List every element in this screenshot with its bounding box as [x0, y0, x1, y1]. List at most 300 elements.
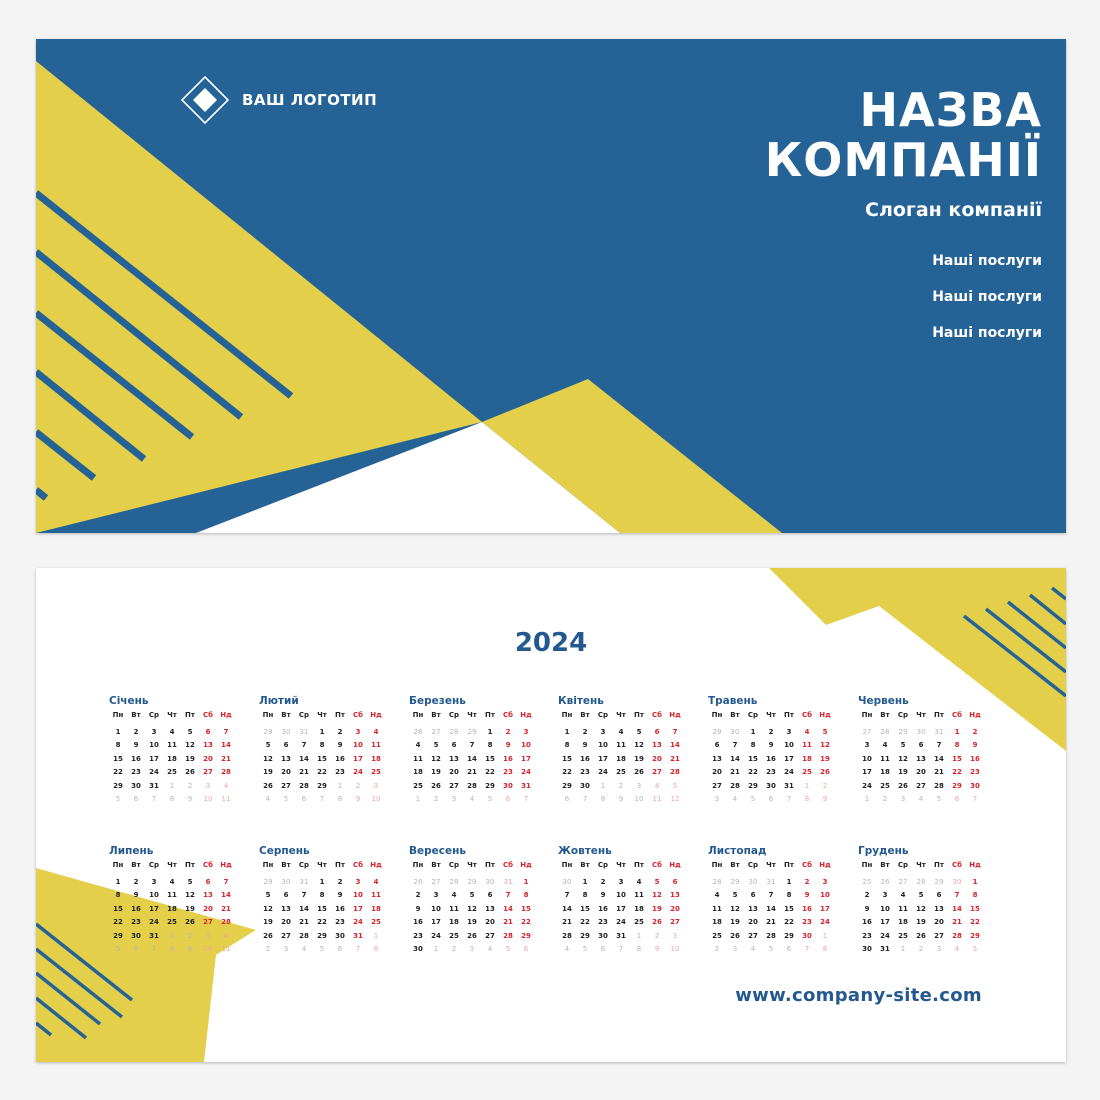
calendar-day: 2: [972, 727, 978, 736]
weekday-header: Нд: [969, 711, 981, 719]
adjacent-month-day: 7: [804, 945, 810, 953]
calendar-day: 27: [281, 781, 291, 790]
month-calendar: [409, 843, 539, 957]
weekday-header: Пт: [185, 861, 195, 869]
calendar-day: 7: [301, 891, 307, 899]
calendar-day: 9: [582, 741, 588, 749]
weekday-header: Пн: [711, 711, 723, 719]
calendar-day: 24: [616, 918, 626, 926]
calendar-day: 16: [862, 918, 872, 926]
calendar-day: 28: [766, 931, 776, 940]
adjacent-month-day: 5: [115, 795, 121, 803]
weekday-header: Чт: [916, 861, 926, 869]
adjacent-month-day: 31: [934, 727, 944, 736]
weekday-header: Пт: [784, 711, 794, 719]
calendar-day: 14: [503, 904, 513, 913]
adjacent-month-day: 28: [449, 877, 459, 886]
calendar-day: 3: [618, 877, 624, 886]
calendar-day: 26: [185, 918, 195, 926]
calendar-day: 22: [562, 768, 572, 776]
adjacent-month-day: 30: [952, 877, 962, 886]
calendar-day: 21: [730, 768, 740, 776]
calendar-day: 6: [451, 741, 457, 749]
adjacent-month-day: 29: [467, 877, 477, 886]
calendar-day: 15: [113, 754, 123, 763]
weekday-header: Чт: [916, 711, 926, 719]
adjacent-month-day: 3: [205, 781, 211, 790]
adjacent-month-day: 2: [187, 931, 193, 940]
month-days-grid: [708, 709, 838, 807]
calendar-day: 25: [371, 768, 381, 776]
calendar-day: 17: [149, 904, 159, 913]
adjacent-month-day: 5: [319, 945, 325, 953]
calendar-day: 29: [521, 931, 531, 940]
weekday-header: Сб: [951, 711, 963, 719]
calendar-day: 21: [562, 918, 572, 926]
calendar-day: 8: [954, 741, 960, 749]
calendar-day: 29: [580, 931, 590, 940]
calendar-day: 13: [712, 754, 722, 763]
weekday-header: Чт: [467, 861, 477, 869]
calendar-day: 25: [634, 918, 644, 926]
calendar-day: 28: [730, 781, 740, 790]
calendar-day: 29: [748, 781, 758, 790]
adjacent-month-day: 27: [898, 877, 908, 886]
month-days-grid: [259, 859, 389, 957]
calendar-day: 17: [820, 904, 830, 913]
calendar-day: 10: [353, 741, 363, 749]
calendar-day: 11: [712, 904, 722, 913]
calendar-day: 23: [413, 931, 423, 940]
calendar-day: 7: [505, 891, 511, 899]
weekday-header: Вт: [580, 711, 590, 719]
calendar-day: 9: [804, 891, 810, 899]
calendar-day: 11: [449, 904, 459, 913]
calendar-day: 19: [467, 918, 477, 926]
calendar-day: 18: [898, 918, 908, 926]
adjacent-month-day: 8: [169, 945, 175, 953]
calendar-day: 12: [898, 754, 908, 763]
calendar-day: 10: [431, 904, 441, 913]
calendar-day: 23: [131, 768, 141, 776]
calendar-day: 3: [355, 727, 361, 736]
calendar-day: 16: [766, 754, 776, 763]
month-calendar: [409, 693, 539, 807]
calendar-day: 22: [521, 918, 531, 926]
adjacent-month-day: 3: [373, 781, 379, 790]
calendar-day: 5: [918, 891, 924, 899]
adjacent-month-day: 10: [634, 795, 644, 803]
calendar-day: 25: [616, 768, 626, 776]
calendar-day: 20: [670, 904, 680, 913]
month-days-grid: [109, 859, 239, 957]
calendar-day: 29: [317, 781, 327, 790]
calendar-day: 3: [786, 727, 792, 736]
calendar-day: 22: [952, 768, 962, 776]
adjacent-month-day: 2: [355, 781, 361, 790]
calendar-day: 7: [223, 877, 229, 886]
weekday-header: Нд: [669, 861, 681, 869]
adjacent-month-day: 30: [281, 877, 291, 886]
calendar-day: 9: [864, 904, 870, 913]
weekday-header: Чт: [766, 711, 776, 719]
weekday-header: Пт: [485, 711, 495, 719]
calendar-day: 16: [131, 904, 141, 913]
calendar-day: 7: [301, 741, 307, 749]
calendar-day: 7: [936, 741, 942, 749]
calendar-day: 6: [750, 891, 756, 899]
adjacent-month-day: 29: [730, 877, 740, 886]
calendar-day: 15: [748, 754, 758, 763]
calendar-day: 23: [503, 768, 513, 776]
calendar-day: 13: [916, 754, 926, 763]
calendar-day: 3: [151, 877, 157, 886]
calendar-day: 20: [203, 754, 213, 763]
calendar-day: 18: [616, 754, 626, 763]
adjacent-month-day: 5: [672, 781, 678, 790]
calendar-day: 1: [319, 727, 325, 736]
month-days-grid: [858, 859, 988, 957]
calendar-day: 30: [335, 931, 345, 940]
calendar-day: 15: [580, 904, 590, 913]
adjacent-month-day: 8: [822, 945, 828, 953]
calendar-day: 12: [185, 741, 195, 749]
adjacent-month-day: 7: [582, 795, 588, 803]
weekday-header: Пт: [185, 711, 195, 719]
calendar-day: 12: [185, 891, 195, 899]
adjacent-month-day: 8: [373, 945, 379, 953]
calendar-day: 18: [449, 918, 459, 926]
calendar-day: 23: [335, 918, 345, 926]
adjacent-month-day: 7: [523, 795, 529, 803]
calendar-day: 10: [353, 891, 363, 899]
calendar-day: 1: [523, 877, 529, 886]
adjacent-month-day: 4: [750, 945, 756, 953]
calendar-day: 15: [317, 904, 327, 913]
calendar-day: 27: [934, 931, 944, 940]
weekday-header: Чт: [167, 861, 177, 869]
adjacent-month-day: 10: [371, 795, 381, 803]
calendar-day: 16: [413, 918, 423, 926]
month-calendar: [858, 843, 988, 957]
calendar-day: 26: [431, 781, 441, 790]
calendar-day: 24: [149, 768, 159, 776]
calendar-day: 13: [748, 904, 758, 913]
calendar-day: 18: [634, 904, 644, 913]
adjacent-month-day: 3: [900, 795, 906, 803]
month-name: Грудень: [858, 845, 909, 857]
calendar-day: 10: [616, 891, 626, 899]
calendar-day: 17: [149, 754, 159, 763]
month-days-grid: [259, 709, 389, 807]
calendar-day: 27: [449, 781, 459, 790]
adjacent-month-day: 7: [151, 945, 157, 953]
calendar-day: 27: [203, 918, 213, 926]
adjacent-month-day: 6: [301, 795, 307, 803]
adjacent-month-day: 5: [936, 795, 942, 803]
adjacent-month-day: 28: [916, 877, 926, 886]
calendar-day: 4: [169, 727, 175, 736]
weekday-header: Нд: [819, 861, 831, 869]
calendar-day: 1: [564, 727, 570, 736]
calendar-day: 29: [562, 781, 572, 790]
adjacent-month-day: 11: [221, 945, 231, 953]
adjacent-month-day: 4: [487, 945, 493, 953]
adjacent-month-day: 9: [654, 945, 660, 953]
adjacent-month-day: 7: [972, 795, 978, 803]
calendar-day: 2: [768, 727, 774, 736]
adjacent-month-day: 28: [449, 727, 459, 736]
calendar-day: 2: [133, 877, 139, 886]
adjacent-month-day: 5: [750, 795, 756, 803]
month-name: Травень: [708, 695, 758, 707]
adjacent-month-day: 6: [337, 945, 343, 953]
adjacent-month-day: 29: [898, 727, 908, 736]
calendar-day: 1: [786, 877, 792, 886]
calendar-day: 6: [283, 891, 289, 899]
adjacent-month-day: 9: [187, 945, 193, 953]
adjacent-month-day: 30: [916, 727, 926, 736]
calendar-day: 20: [748, 918, 758, 926]
calendar-day: 25: [898, 931, 908, 940]
calendar-day: 27: [748, 931, 758, 940]
adjacent-month-day: 3: [205, 931, 211, 940]
adjacent-month-day: 3: [936, 945, 942, 953]
weekday-header: Пт: [485, 861, 495, 869]
calendar-day: 21: [299, 768, 309, 776]
calendar-day: 11: [413, 754, 423, 763]
adjacent-month-day: 25: [862, 877, 872, 886]
company-name-line1: НАЗВА: [859, 83, 1042, 137]
month-name: Лютий: [259, 695, 299, 707]
weekday-header: Сб: [801, 711, 813, 719]
calendar-day: 14: [670, 741, 680, 749]
calendar-day: 30: [580, 781, 590, 790]
adjacent-month-day: 8: [804, 795, 810, 803]
month-days-grid: [708, 859, 838, 957]
calendar-day: 28: [934, 781, 944, 790]
adjacent-month-day: 2: [822, 781, 828, 790]
company-info: [765, 85, 1042, 351]
calendar-day: 6: [487, 891, 493, 899]
weekday-header: Пн: [262, 861, 274, 869]
month-calendar: [558, 843, 688, 957]
weekday-header: Сб: [651, 711, 663, 719]
month-calendar: [708, 693, 838, 807]
adjacent-month-day: 5: [768, 945, 774, 953]
weekday-header: Ср: [148, 711, 160, 719]
adjacent-month-day: 29: [467, 727, 477, 736]
calendar-day: 11: [167, 891, 177, 899]
calendar-day: 30: [862, 945, 872, 953]
calendar-day: 24: [784, 768, 794, 776]
month-name: Березень: [409, 695, 466, 707]
calendar-day: 3: [600, 727, 606, 736]
calendar-day: 22: [748, 768, 758, 776]
calendar-day: 4: [373, 877, 379, 886]
adjacent-month-day: 5: [283, 795, 289, 803]
calendar-day: 16: [503, 754, 513, 763]
adjacent-month-day: 1: [337, 781, 343, 790]
weekday-header: Чт: [167, 711, 177, 719]
calendar-day: 28: [467, 781, 477, 790]
adjacent-month-day: 7: [151, 795, 157, 803]
calendar-day: 9: [600, 891, 606, 899]
weekday-header: Пн: [561, 861, 573, 869]
calendar-day: 28: [503, 931, 513, 940]
calendar-day: 12: [263, 754, 273, 763]
calendar-day: 13: [670, 891, 680, 899]
calendar-day: 28: [299, 931, 309, 940]
adjacent-month-day: 2: [654, 931, 660, 940]
month-calendar: [708, 843, 838, 957]
adjacent-month-day: 6: [954, 795, 960, 803]
calendar-day: 23: [580, 768, 590, 776]
adjacent-month-day: 7: [319, 795, 325, 803]
calendar-day: 2: [505, 727, 511, 736]
calendar-day: 11: [898, 904, 908, 913]
adjacent-month-day: 4: [654, 781, 660, 790]
adjacent-month-day: 30: [748, 877, 758, 886]
calendar-day: 23: [766, 768, 776, 776]
weekday-header: Пт: [784, 861, 794, 869]
calendar-day: 31: [521, 781, 531, 790]
weekday-header: Пн: [861, 711, 873, 719]
calendar-day: 1: [750, 727, 756, 736]
calendar-day: 31: [149, 781, 159, 790]
calendar-day: 1: [487, 727, 493, 736]
weekday-header: Ср: [298, 711, 310, 719]
calendar-day: 6: [918, 741, 924, 749]
calendar-day: 1: [954, 727, 960, 736]
weekday-header: Пн: [412, 861, 424, 869]
weekday-header: Вт: [730, 861, 740, 869]
calendar-day: 26: [634, 768, 644, 776]
calendar-day: 20: [916, 768, 926, 776]
calendar-day: 19: [730, 918, 740, 926]
adjacent-month-day: 31: [503, 877, 513, 886]
calendar-day: 12: [652, 891, 662, 899]
calendar-day: 11: [880, 754, 890, 763]
calendar-day: 8: [786, 891, 792, 899]
calendar-day: 15: [485, 754, 495, 763]
adjacent-month-day: 8: [636, 945, 642, 953]
weekday-header: Пн: [561, 711, 573, 719]
adjacent-month-day: 4: [732, 795, 738, 803]
calendar-day: 16: [580, 754, 590, 763]
weekday-header: Пт: [634, 711, 644, 719]
calendar-day: 18: [802, 754, 812, 763]
adjacent-month-day: 4: [301, 945, 307, 953]
adjacent-month-day: 4: [223, 931, 229, 940]
calendar-day: 22: [970, 918, 980, 926]
calendar-day: 25: [712, 931, 722, 940]
calendar-day: 8: [582, 891, 588, 899]
calendar-day: 12: [730, 904, 740, 913]
adjacent-month-day: 30: [562, 877, 572, 886]
adjacent-month-day: 4: [265, 795, 271, 803]
calendar-day: 22: [317, 768, 327, 776]
calendar-day: 22: [580, 918, 590, 926]
calendar-day: 18: [371, 904, 381, 913]
month-calendar: [109, 843, 239, 957]
calendar-day: 18: [712, 918, 722, 926]
adjacent-month-day: 5: [505, 945, 511, 953]
calendar-day: 1: [582, 877, 588, 886]
calendar-day: 28: [299, 781, 309, 790]
adjacent-month-day: 2: [433, 795, 439, 803]
calendar-day: 30: [503, 781, 513, 790]
month-calendar: [109, 693, 239, 807]
month-name: Серпень: [259, 845, 310, 857]
weekday-header: Чт: [616, 711, 626, 719]
weekday-header: Вт: [281, 711, 291, 719]
calendar-day: 12: [431, 754, 441, 763]
calendar-day: 14: [467, 754, 477, 763]
calendar-day: 26: [263, 781, 273, 790]
weekday-header: Пн: [262, 711, 274, 719]
calendar-day: 24: [149, 918, 159, 926]
calendar-day: 18: [167, 904, 177, 913]
website-url: www.company-site.com: [735, 985, 982, 1006]
adjacent-month-day: 6: [133, 795, 139, 803]
calendar-year: 2024: [514, 628, 588, 658]
calendar-day: 11: [802, 741, 812, 749]
calendar-day: 5: [433, 741, 439, 749]
calendar-day: 26: [916, 931, 926, 940]
adjacent-month-day: 1: [433, 945, 439, 953]
calendar-day: 8: [564, 741, 570, 749]
weekday-header: Чт: [317, 711, 327, 719]
month-name: Червень: [858, 695, 909, 707]
calendar-day: 21: [952, 918, 962, 926]
month-calendar: [259, 693, 389, 807]
weekday-header: Сб: [202, 711, 214, 719]
adjacent-month-day: 6: [786, 945, 792, 953]
calendar-day: 17: [353, 904, 363, 913]
calendar-day: 9: [972, 741, 978, 749]
calendar-day: 23: [335, 768, 345, 776]
calendar-day: 17: [616, 904, 626, 913]
weekday-header: Чт: [467, 711, 477, 719]
weekday-header: Вт: [431, 861, 441, 869]
adjacent-month-day: 5: [582, 945, 588, 953]
weekday-header: Сб: [951, 861, 963, 869]
calendar-day: 1: [115, 877, 121, 886]
adjacent-month-day: 5: [115, 945, 121, 953]
calendar-day: 2: [600, 877, 606, 886]
calendar-day: 9: [768, 741, 774, 749]
calendar-day: 9: [133, 891, 139, 899]
calendar-day: 22: [784, 918, 794, 926]
calendar-day: 12: [820, 741, 830, 749]
weekday-header: Пн: [412, 711, 424, 719]
adjacent-month-day: 3: [451, 795, 457, 803]
weekday-header: Вт: [131, 861, 141, 869]
month-calendar: [858, 693, 988, 807]
weekday-header: Ср: [597, 861, 609, 869]
adjacent-month-day: 29: [934, 877, 944, 886]
adjacent-month-day: 28: [712, 877, 722, 886]
weekday-header: Пт: [335, 861, 345, 869]
calendar-day: 16: [970, 754, 980, 763]
adjacent-month-day: 2: [882, 795, 888, 803]
calendar-day: 13: [203, 741, 213, 749]
calendar-day: 20: [449, 768, 459, 776]
calendar-day: 2: [864, 891, 870, 899]
weekday-header: Нд: [819, 711, 831, 719]
adjacent-month-day: 2: [918, 945, 924, 953]
